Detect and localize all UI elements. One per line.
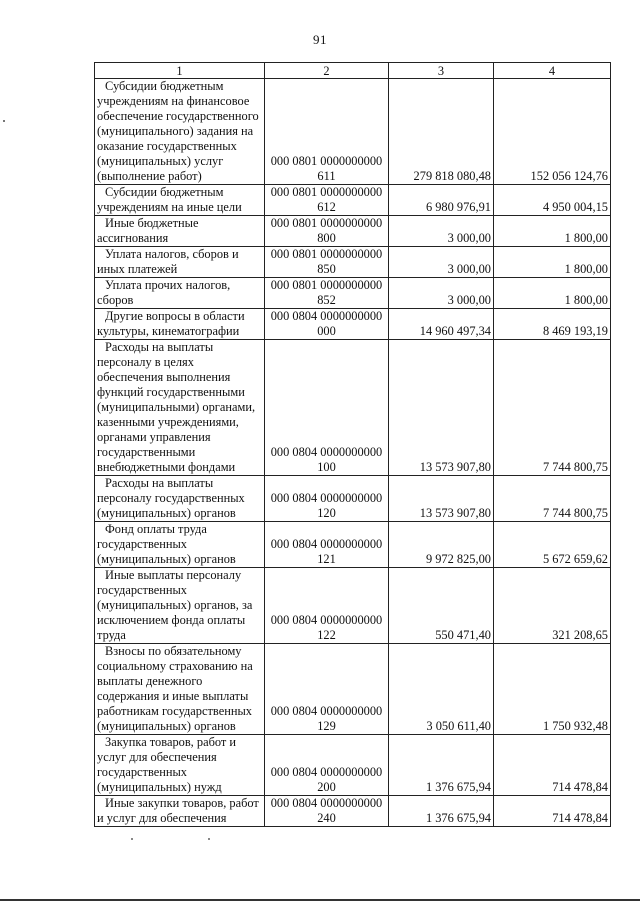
row-code-line1: 000 0804 0000000000 (270, 704, 383, 718)
row-value-3: 550 471,40 (389, 568, 494, 644)
table-row (95, 522, 611, 568)
scan-bottom-edge (0, 899, 640, 901)
row-code-line2: 122 (317, 628, 336, 642)
row-name: Другие вопросы в области культуры, кинематографии (97, 309, 245, 338)
column-header-2: 2 (265, 63, 389, 79)
row-code-line2: 850 (317, 262, 336, 276)
row-code-cell (265, 522, 389, 568)
table-row (95, 278, 611, 309)
row-value-4: 152 056 124,76 (494, 79, 611, 185)
table-row (95, 309, 611, 340)
row-name: Субсидии бюджетным учреждениям на иные цели (97, 185, 242, 214)
row-name-cell (95, 278, 265, 309)
row-value-4: 1 750 932,48 (494, 644, 611, 735)
row-value-4: 714 478,84 (494, 796, 611, 827)
row-value-4: 8 469 193,19 (494, 309, 611, 340)
row-value-3: 3 050 611,40 (389, 644, 494, 735)
row-code-line1: 000 0804 0000000000 (270, 309, 383, 323)
row-name-cell (95, 735, 265, 796)
row-name-cell (95, 247, 265, 278)
row-code-line2: 240 (317, 811, 336, 825)
row-code-line2: 121 (317, 552, 336, 566)
row-value-4: 7 744 800,75 (494, 476, 611, 522)
row-code-line2: 611 (317, 169, 336, 183)
row-code-line2: 000 (317, 324, 336, 338)
row-code-line1: 000 0801 0000000000 (270, 216, 383, 230)
row-name-cell (95, 79, 265, 185)
table-row (95, 216, 611, 247)
table-row (95, 796, 611, 827)
row-code-cell (265, 796, 389, 827)
row-name: Взносы по обязательному социальному страхованию на выплаты денежного содержания и иные выплаты работникам государственных (муниципальных) органов (97, 644, 253, 733)
budget-table (94, 62, 611, 827)
column-header-1: 1 (95, 63, 265, 79)
row-value-4: 1 800,00 (494, 216, 611, 247)
row-value-3: 6 980 976,91 (389, 185, 494, 216)
row-code-cell (265, 216, 389, 247)
row-code-line2: 100 (317, 460, 336, 474)
table-row (95, 185, 611, 216)
row-value-3: 3 000,00 (389, 247, 494, 278)
row-value-3: 9 972 825,00 (389, 522, 494, 568)
column-header-3: 3 (389, 63, 494, 79)
row-code-cell (265, 476, 389, 522)
row-name: Расходы на выплаты персоналу в целях обеспечения выполнения функций государственными (муниципальными) органами, казенными учреждениями, органами управления государственными внебюджетными фондами (97, 340, 256, 474)
row-name-cell (95, 568, 265, 644)
row-code-line1: 000 0801 0000000000 (270, 247, 383, 261)
row-name-cell (95, 476, 265, 522)
row-name-cell (95, 309, 265, 340)
row-name-cell (95, 185, 265, 216)
row-code-cell (265, 340, 389, 476)
row-code-cell (265, 79, 389, 185)
row-value-3: 3 000,00 (389, 278, 494, 309)
table-row (95, 476, 611, 522)
row-value-3: 279 818 080,48 (389, 79, 494, 185)
row-name: Закупка товаров, работ и услуг для обеспечения государственных (муниципальных) нужд (97, 735, 237, 794)
row-value-3: 3 000,00 (389, 216, 494, 247)
row-name-cell (95, 216, 265, 247)
table-row (95, 568, 611, 644)
row-name: Уплата налогов, сборов и иных платежей (97, 247, 239, 276)
row-value-3: 1 376 675,94 (389, 796, 494, 827)
row-code-line1: 000 0804 0000000000 (270, 537, 383, 551)
row-value-4: 5 672 659,62 (494, 522, 611, 568)
row-code-line2: 129 (317, 719, 336, 733)
row-code-line1: 000 0801 0000000000 (270, 185, 383, 199)
row-code-line1: 000 0801 0000000000 (270, 278, 383, 292)
row-name: Иные бюджетные ассигнования (97, 216, 199, 245)
row-value-4: 1 800,00 (494, 247, 611, 278)
row-name: Иные закупки товаров, работ и услуг для обеспечения (97, 796, 259, 825)
row-code-cell (265, 247, 389, 278)
table-row (95, 644, 611, 735)
scan-dot (208, 838, 210, 840)
row-code-line2: 200 (317, 780, 336, 794)
row-code-line1: 000 0804 0000000000 (270, 796, 383, 810)
row-code-line1: 000 0804 0000000000 (270, 613, 383, 627)
row-value-4: 7 744 800,75 (494, 340, 611, 476)
table-header-row (95, 63, 611, 79)
row-value-3: 14 960 497,34 (389, 309, 494, 340)
row-name: Иные выплаты персоналу государственных (муниципальных) органов, за исключением фонда оплаты труда (97, 568, 253, 642)
table-row (95, 79, 611, 185)
row-name: Уплата прочих налогов, сборов (97, 278, 231, 307)
scan-dot (131, 838, 133, 840)
table-row (95, 247, 611, 278)
column-header-4: 4 (494, 63, 611, 79)
row-code-line2: 120 (317, 506, 336, 520)
table-row (95, 340, 611, 476)
row-value-4: 4 950 004,15 (494, 185, 611, 216)
row-value-4: 321 208,65 (494, 568, 611, 644)
scan-edge-mark (3, 120, 5, 122)
row-code-cell (265, 735, 389, 796)
row-code-cell (265, 568, 389, 644)
row-code-line1: 000 0801 0000000000 (270, 154, 383, 168)
row-code-cell (265, 309, 389, 340)
row-code-line1: 000 0804 0000000000 (270, 765, 383, 779)
row-value-3: 13 573 907,80 (389, 340, 494, 476)
row-code-line1: 000 0804 0000000000 (270, 491, 383, 505)
row-name-cell (95, 644, 265, 735)
row-code-line1: 000 0804 0000000000 (270, 445, 383, 459)
row-name: Расходы на выплаты персоналу государственных (муниципальных) органов (97, 476, 245, 520)
row-code-cell (265, 278, 389, 309)
row-value-4: 714 478,84 (494, 735, 611, 796)
row-name: Фонд оплаты труда государственных (муниципальных) органов (97, 522, 236, 566)
table-row (95, 735, 611, 796)
row-code-cell (265, 644, 389, 735)
row-code-line2: 852 (317, 293, 336, 307)
row-code-line2: 800 (317, 231, 336, 245)
row-name: Субсидии бюджетным учреждениям на финансовое обеспечение государственного (муниципального) задания на оказание государственных (муниципальных) услуг (выполнение работ) (97, 79, 259, 183)
row-value-3: 13 573 907,80 (389, 476, 494, 522)
row-name-cell (95, 522, 265, 568)
page-number: 91 (313, 32, 327, 47)
row-name-cell (95, 796, 265, 827)
row-code-cell (265, 185, 389, 216)
row-code-line2: 612 (317, 200, 336, 214)
row-name-cell (95, 340, 265, 476)
row-value-4: 1 800,00 (494, 278, 611, 309)
row-value-3: 1 376 675,94 (389, 735, 494, 796)
